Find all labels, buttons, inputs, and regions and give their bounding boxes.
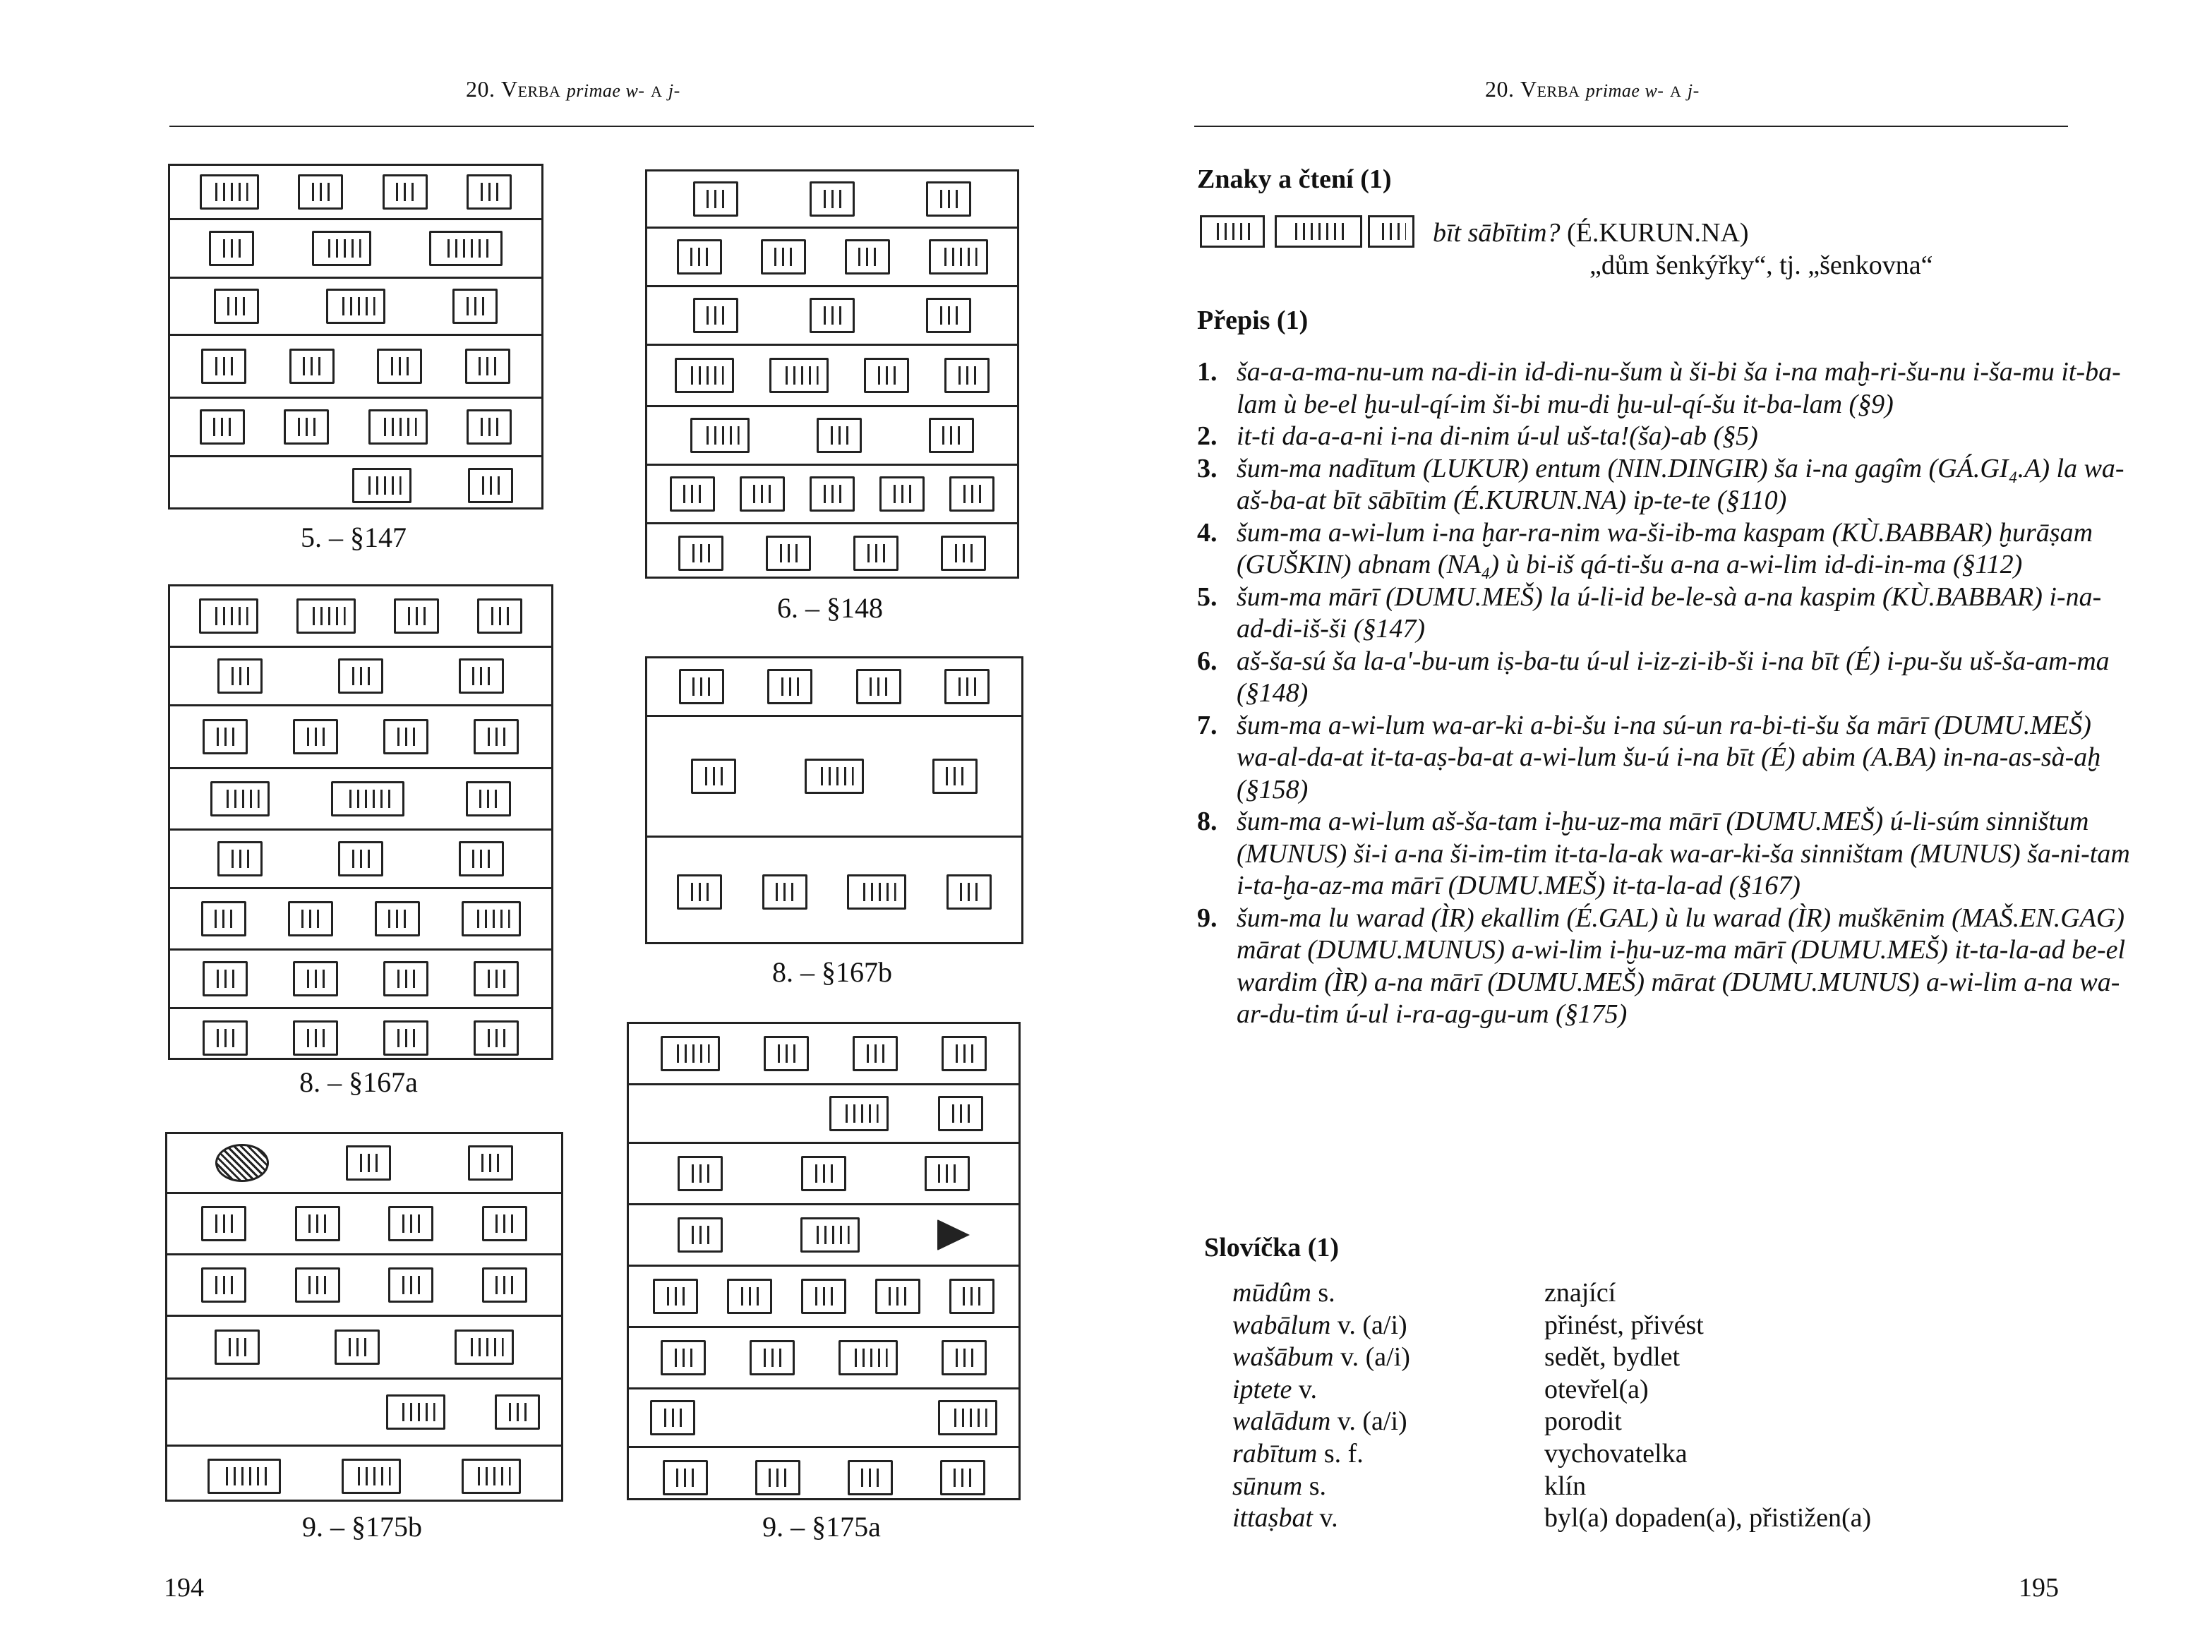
cuneiform-sign [766, 536, 811, 571]
cuneiform-sign [462, 901, 521, 936]
tablet-caption: 8. – §167a [299, 1066, 418, 1098]
tablet-line [167, 1194, 561, 1255]
vocab-gloss: sedět, bydlet [1544, 1342, 1681, 1373]
cuneiform-sign [941, 536, 986, 571]
cuneiform-sign [201, 1206, 246, 1241]
vocab-gloss: klín [1544, 1471, 1587, 1501]
cuneiform-sign [727, 1279, 772, 1314]
item-text: šum-ma a-wi-lum aš-ša-tam i-ḫu-uz-ma mārī (DUMU.MEŠ) ú-li-súm sinništum (MUNUS) ši-i a-na ši-im-tim it-ta-la-ak wa-ar-ki-ša sinništam (MUNUS) ša-ni-tam i-ta-ḫa-az-ma mārī (DUMU.MEŠ) it-ta-la-ad (§167) [1237, 807, 2130, 900]
tablet-line [167, 1380, 561, 1447]
cuneiform-sign [817, 418, 862, 453]
cuneiform-sign [375, 901, 420, 936]
running-head-left [466, 76, 680, 102]
vocab-row [1232, 1502, 2115, 1535]
cuneiform-sign [761, 239, 806, 275]
cuneiform-sign [845, 239, 890, 275]
vocab-term [1232, 1471, 1544, 1503]
cuneiform-sign [352, 468, 411, 503]
cuneiform-sign [678, 536, 723, 571]
cuneiform-sign [289, 349, 335, 384]
cuneiform-sign [293, 1020, 338, 1056]
cuneiform-sign [462, 1459, 521, 1494]
cuneiform-sign [312, 231, 371, 266]
cuneiform-sign [944, 358, 990, 393]
list-item [1197, 806, 2136, 903]
cuneiform-sign [217, 841, 263, 876]
cuneiform-sign [661, 1036, 720, 1071]
cuneiform-sign [938, 1400, 997, 1435]
sign-meaning: „dům šenkýřky“, tj. „šenkovna“ [1589, 251, 1933, 280]
vocab-row [1232, 1471, 2115, 1503]
cuneiform-sign [1368, 215, 1414, 248]
cuneiform-sign [468, 1145, 513, 1181]
cuneiform-sign [201, 901, 246, 936]
cuneiform-sign [331, 781, 404, 816]
cuneiform-sign [879, 476, 925, 512]
term-word: mūdûm [1232, 1278, 1311, 1308]
term-grammar: v. (a/i) [1340, 1342, 1410, 1373]
cuneiform-sign [342, 1459, 401, 1494]
cuneiform-sign [474, 1020, 519, 1056]
cuneiform-sign [678, 1217, 723, 1253]
chapter-primae: primae w- [1585, 80, 1664, 101]
item-text: šum-ma nadītum (LUKUR) entum (NIN.DINGIR) ša i-na gagîm (GÁ.GI₄.A) la wa-aš-ba-at bīt sābītim (É.KURUN.NA) ip-te-te (§110) [1237, 453, 2124, 515]
cuneiform-sign [338, 841, 383, 876]
cuneiform-sign [200, 409, 245, 445]
tablet-line [647, 717, 1021, 838]
cuneiform-tablet-175a [627, 1022, 1021, 1500]
item-number: 6. [1197, 646, 1218, 676]
tablet-line [170, 831, 551, 889]
cuneiform-sign [210, 781, 270, 816]
cuneiform-sign [693, 298, 738, 333]
cuneiform-sign [801, 1279, 846, 1314]
vocab-row [1232, 1277, 2115, 1310]
tablet-line [170, 769, 551, 831]
running-head-right [1485, 76, 1700, 102]
cuneiform-sign [875, 1279, 920, 1314]
vocab-term [1232, 1438, 1544, 1471]
cuneiform-sign [810, 181, 855, 217]
vocab-gloss: otevřel(a) [1544, 1374, 1649, 1404]
tablet-line [629, 1448, 1018, 1507]
cuneiform-sign [691, 759, 736, 794]
cuneiform-sign [215, 1330, 260, 1365]
cuneiform-sign [764, 1036, 809, 1071]
cuneiform-sign [298, 174, 343, 210]
cuneiform-sign [810, 298, 855, 333]
vocabulary-list [1232, 1277, 2115, 1535]
tablet-line [647, 466, 1017, 524]
cuneiform-sign [383, 1020, 428, 1056]
cuneiform-sign [295, 1267, 340, 1303]
cuneiform-sign [346, 1145, 391, 1181]
cuneiform-sign [670, 476, 715, 512]
cuneiform-sign [386, 1394, 445, 1430]
page-number-left: 194 [164, 1573, 204, 1603]
tablet-line [170, 279, 541, 336]
term-grammar: v. [1319, 1503, 1338, 1533]
cuneiform-sign [429, 231, 503, 266]
chapter-number: 20. [1485, 76, 1515, 102]
tablet-line [170, 457, 541, 514]
term-word: wabālum [1232, 1310, 1331, 1340]
tablet-caption: 9. – §175b [302, 1511, 422, 1543]
tablet-line [647, 407, 1017, 466]
cuneiform-sign [829, 1096, 889, 1131]
tablet-line [170, 889, 551, 951]
cuneiform-sign [383, 174, 428, 210]
tablet-line [647, 658, 1021, 717]
item-text: aš-ša-sú ša la-a'-bu-um iṣ-ba-tu ú-ul i-iz-zi-ib-ši i-na bīt (É) i-pu-šu uš-ša-am-ma (§148) [1237, 646, 2110, 708]
cuneiform-sign [926, 181, 971, 217]
item-number: 8. [1197, 807, 1218, 836]
cuneiform-sign [388, 1206, 433, 1241]
cuneiform-tablet-147 [168, 164, 543, 510]
item-text: šum-ma lu warad (ÌR) ekallim (É.GAL) ù lu warad (ÌR) muškēnim (MAŠ.EN.GAG) mārat (DUMU.MUNUS) a-wi-lim i-ḫu-uz-ma mārī (DUMU.MEŠ) it-ta-la-ad be-el wardim (ÌR) a-na mārī (DUMU.MEŠ) mārat (DUMU.MUNUS) a-wi-lim a-na wa-ar-du-tim ú-ul i-ra-ag-gu-um (§175) [1237, 903, 2126, 1029]
cuneiform-sign [326, 289, 385, 324]
cuneiform-sign [459, 841, 504, 876]
cuneiform-sign [383, 961, 428, 996]
item-number: 5. [1197, 581, 1218, 612]
section-title-znaky: Znaky a čtení (1) [1197, 164, 1392, 194]
list-item [1197, 581, 2136, 646]
cuneiform-tablet-175b [165, 1132, 563, 1502]
cuneiform-sign [944, 669, 990, 704]
cuneiform-sign [847, 874, 906, 910]
cuneiform-tablet-167a [168, 584, 553, 1060]
list-item [1197, 646, 2136, 710]
item-number: 4. [1197, 517, 1218, 548]
cuneiform-sign [452, 289, 498, 324]
list-item [1197, 421, 2136, 453]
cuneiform-sign [203, 961, 248, 996]
cuneiform-sign [474, 961, 519, 996]
term-word: wašābum [1232, 1342, 1334, 1373]
chapter-j: j- [668, 80, 680, 101]
chapter-j: j- [1687, 80, 1700, 101]
chapter-verba: Verba [501, 76, 561, 102]
cuneiform-sign [678, 1156, 723, 1191]
term-word: sūnum [1232, 1471, 1303, 1501]
cuneiform-sign [203, 719, 248, 754]
tablet-line [647, 287, 1017, 346]
tablet-line [170, 166, 541, 220]
cuneiform-sign [925, 1156, 970, 1191]
item-number: 7. [1197, 710, 1218, 740]
sign-reading [1433, 217, 1749, 248]
cuneiform-sign [377, 349, 422, 384]
vocab-row [1232, 1406, 2115, 1438]
cuneiform-sign [663, 1460, 708, 1495]
cuneiform-sign [209, 231, 254, 266]
chapter-primae: primae w- [566, 80, 645, 101]
term-word: ittaṣbat [1232, 1503, 1314, 1533]
term-word: iptete [1232, 1374, 1292, 1404]
cuneiform-sign [929, 418, 974, 453]
item-number: 3. [1197, 453, 1218, 483]
item-text: šum-ma a-wi-lum wa-ar-ki a-bi-šu i-na sú-un ra-bi-ti-šu ša mārī (DUMU.MEŠ) wa-al-da-at it-ta-aṣ-ba-at a-wi-lum šu-ú i-na bīt (É) abim (A.BA) in-na-as-sà-aḫ (§158) [1237, 710, 2101, 804]
cuneiform-sign [946, 874, 992, 910]
tablet-line [167, 1134, 561, 1194]
chapter-number: 20. [466, 76, 495, 102]
tablet-line [170, 586, 551, 648]
cuneiform-sign [1275, 215, 1362, 248]
tablet-line [647, 346, 1017, 407]
vocab-gloss: byl(a) dopaden(a), přistižen(a) [1544, 1503, 1872, 1533]
cuneiform-sign [201, 1267, 246, 1303]
vocab-term [1232, 1406, 1544, 1438]
tablet-line [170, 1009, 551, 1067]
cuneiform-sign [942, 1340, 987, 1375]
cuneiform-sign [288, 901, 333, 936]
cuneiform-sign [208, 1459, 281, 1494]
cuneiform-sign [740, 476, 785, 512]
cuneiform-sign [800, 1217, 860, 1253]
cuneiform-sign [769, 358, 829, 393]
item-text: ša-a-a-ma-nu-um na-di-in id-di-nu-šum ù ši-bi ša i-na maḫ-ri-šu-nu i-ša-mu it-ba-lam ù be-el ḫu-ul-qí-im ši-bi mu-di ḫu-ul-qí-šu it-ba-lam (§9) [1237, 357, 2121, 419]
damaged-area [215, 1144, 269, 1182]
cuneiform-sign [293, 961, 338, 996]
tablet-line [170, 220, 541, 279]
cuneiform-sign [1200, 215, 1265, 248]
cuneiform-sign [295, 1206, 340, 1241]
cuneiform-sign [296, 598, 356, 634]
tablet-line [170, 951, 551, 1009]
cuneiform-sign [293, 719, 338, 754]
cuneiform-sign [762, 874, 807, 910]
list-item [1197, 356, 2136, 421]
item-text: šum-ma mārī (DUMU.MEŠ) la ú-li-id be-le-sà a-na kaspim (KÙ.BABBAR) i-na-ad-di-iš-ši (§147) [1237, 581, 2102, 644]
tablet-caption: 9. – §175a [762, 1511, 881, 1543]
cuneiform-sign [495, 1394, 540, 1430]
cuneiform-sign [675, 358, 734, 393]
cuneiform-sign [938, 1096, 983, 1131]
header-rule [1194, 126, 2068, 127]
cuneiform-sign [200, 174, 259, 210]
cuneiform-sign [805, 759, 864, 794]
vocab-term [1232, 1502, 1544, 1535]
tablet-line [629, 1328, 1018, 1389]
item-text: it-ti da-a-a-ni i-na di-nim ú-ul uš-ta!(ša)-ab (§5) [1237, 421, 1758, 451]
cuneiform-sign [926, 298, 971, 333]
cuneiform-sign [203, 1020, 248, 1056]
cuneiform-sign [940, 1460, 985, 1495]
tablet-line [647, 229, 1017, 287]
cuneiform-sign [838, 1340, 898, 1375]
chapter-a: a [650, 76, 663, 102]
cuneiform-sign [679, 669, 724, 704]
vocab-row [1232, 1310, 2115, 1342]
cuneiform-sign [199, 598, 258, 634]
tablet-line [629, 1205, 1018, 1267]
logogram: (É.KURUN.NA) [1567, 218, 1749, 248]
list-item [1197, 453, 2136, 517]
cuneiform-sign [853, 536, 898, 571]
cuneiform-tablet-167b [645, 656, 1023, 944]
cuneiform-sign [690, 418, 750, 453]
cuneiform-sign [864, 358, 909, 393]
cuneiform-sign [949, 1279, 994, 1314]
tablet-line [167, 1317, 561, 1380]
cuneiform-sign [388, 1267, 433, 1303]
tablet-line [170, 706, 551, 769]
tablet-line [170, 648, 551, 706]
list-item [1197, 517, 2136, 581]
term-grammar: s. [1309, 1471, 1327, 1501]
cuneiform-sign [455, 1330, 514, 1365]
cuneiform-sign [767, 669, 812, 704]
term-grammar: s. f. [1323, 1438, 1364, 1469]
cuneiform-sign [750, 1340, 795, 1375]
cuneiform-sign [467, 409, 512, 445]
cuneiform-tablet-148 [645, 169, 1019, 579]
cuneiform-sign [693, 181, 738, 217]
cuneiform-sign [459, 658, 504, 694]
akkadian-reading: bīt sābītim? [1433, 218, 1561, 248]
tablet-line [170, 336, 541, 399]
vocab-row [1232, 1438, 2115, 1471]
cuneiform-sign [338, 658, 383, 694]
tablet-line [170, 399, 541, 457]
cuneiform-sign [214, 289, 259, 324]
cuneiform-sign [755, 1460, 800, 1495]
cuneiform-sign [653, 1279, 698, 1314]
cuneiform-sign [217, 658, 263, 694]
cuneiform-sign [465, 349, 510, 384]
term-grammar: v. (a/i) [1337, 1310, 1407, 1340]
tablet-line [629, 1389, 1018, 1448]
section-title-slovicka: Slovíčka (1) [1204, 1233, 1340, 1262]
cuneiform-sign [853, 1036, 898, 1071]
tablet-line [629, 1085, 1018, 1144]
cuneiform-sign [848, 1460, 893, 1495]
cuneiform-sign [929, 239, 988, 275]
cuneiform-sign [677, 874, 722, 910]
transliteration-list [1197, 356, 2136, 1031]
cuneiform-sign [201, 349, 246, 384]
item-number: 1. [1197, 357, 1218, 387]
section-title-prepis: Přepis (1) [1197, 306, 1309, 335]
vocab-row [1232, 1374, 2115, 1406]
cuneiform-sign [383, 719, 428, 754]
item-number: 2. [1197, 421, 1218, 451]
term-word: rabītum [1232, 1438, 1318, 1469]
tablet-line [629, 1144, 1018, 1205]
cuneiform-sign [482, 1206, 527, 1241]
cuneiform-sign [937, 1219, 970, 1250]
tablet-line [629, 1024, 1018, 1085]
term-word: walādum [1232, 1406, 1331, 1437]
vocab-gloss: vychovatelka [1544, 1438, 1688, 1469]
cuneiform-sign [801, 1156, 846, 1191]
cuneiform-sign [477, 598, 522, 634]
cuneiform-sign [467, 174, 512, 210]
vocab-gloss: znající [1544, 1278, 1616, 1308]
cuneiform-sign [856, 669, 901, 704]
vocab-term [1232, 1342, 1544, 1374]
tablet-caption: 6. – §148 [777, 592, 883, 624]
cuneiform-sign [661, 1340, 706, 1375]
tablet-line [647, 838, 1021, 946]
cuneiform-sign [810, 476, 855, 512]
item-text: šum-ma a-wi-lum i-na ḫar-ra-nim wa-ši-ib-ma kaspam (KÙ.BABBAR) ḫurāṣam (GUŠKIN) abnam (NA₄) ù bi-iš qá-ti-šu a-na a-wi-lim id-di-in-ma (§112) [1237, 517, 2093, 579]
vocab-gloss: porodit [1544, 1406, 1622, 1437]
cuneiform-sign [949, 476, 994, 512]
vocab-term [1232, 1374, 1544, 1406]
chapter-verba: Verba [1520, 76, 1580, 102]
term-grammar: v. [1298, 1374, 1317, 1404]
tablet-line [647, 171, 1017, 229]
cuneiform-sign [466, 781, 511, 816]
cuneiform-sign [468, 468, 513, 503]
header-rule [169, 126, 1034, 127]
cuneiform-sign [932, 759, 978, 794]
tablet-line [167, 1255, 561, 1317]
tablet-caption: 8. – §167b [772, 956, 892, 988]
list-item [1197, 903, 2136, 1031]
item-number: 9. [1197, 903, 1218, 933]
cuneiform-sign [942, 1036, 987, 1071]
cuneiform-sign [482, 1267, 527, 1303]
term-grammar: s. [1318, 1278, 1335, 1308]
vocab-gloss: přinést, přivést [1544, 1310, 1704, 1340]
vocab-row [1232, 1342, 2115, 1374]
list-item [1197, 710, 2136, 807]
cuneiform-sign [368, 409, 428, 445]
tablet-line [629, 1267, 1018, 1328]
cuneiform-sign [335, 1330, 380, 1365]
cuneiform-sign [677, 239, 722, 275]
cuneiform-sign [474, 719, 519, 754]
chapter-a: a [1669, 76, 1682, 102]
tablet-line [647, 524, 1017, 582]
vocab-term [1232, 1277, 1544, 1310]
tablet-line [167, 1447, 561, 1506]
cuneiform-sign [394, 598, 439, 634]
tablet-caption: 5. – §147 [301, 521, 407, 553]
vocab-term [1232, 1310, 1544, 1342]
term-grammar: v. (a/i) [1337, 1406, 1407, 1437]
cuneiform-sign [284, 409, 329, 445]
cuneiform-sign [650, 1400, 695, 1435]
page-number-right: 195 [2019, 1573, 2059, 1603]
